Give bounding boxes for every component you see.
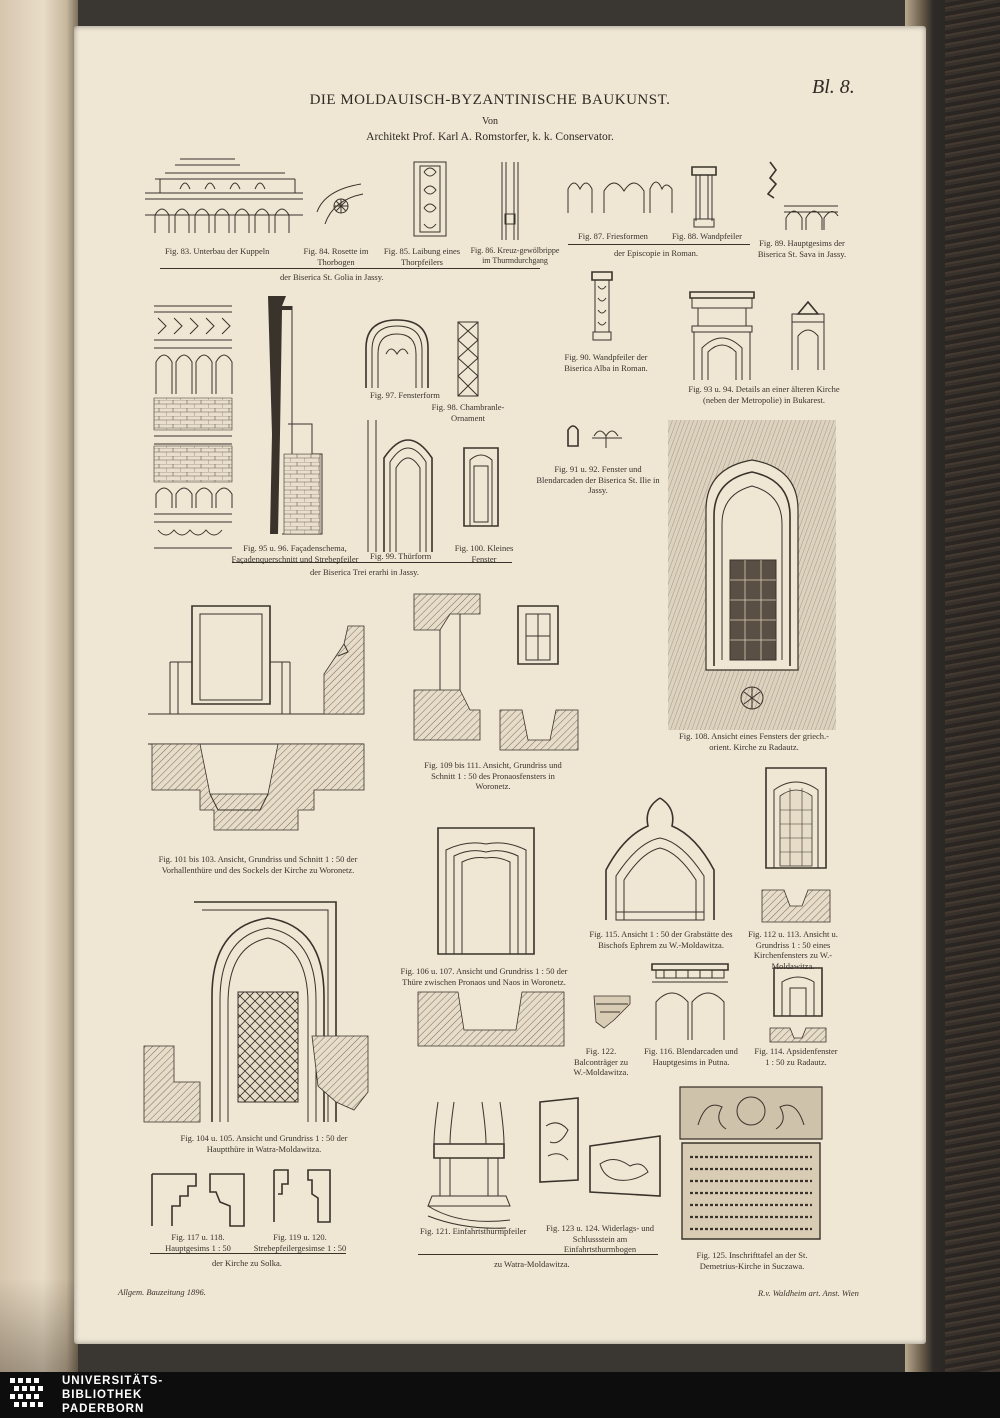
fig-116-drawing — [650, 962, 730, 1042]
fig-117-118-drawing — [150, 1172, 246, 1228]
group-caption-5: zu Watra-Moldawitza. — [494, 1259, 570, 1269]
fig-100-drawing — [462, 446, 500, 528]
fig-90-drawing — [590, 270, 614, 342]
fig-125-inscription-tablet — [678, 1085, 824, 1245]
fig-104-caption: Fig. 104 u. 105. Ansicht und Grundriss 1 : 50 der Hauptthüre in Watra-Moldawitza. — [180, 1133, 348, 1154]
fig-123-caption: Fig. 123 u. 124. Widerlags- und Schlussstein am Einfahrtsthurmbogen — [545, 1223, 655, 1255]
fig-99-caption: Fig. 99. Thürform — [370, 551, 432, 561]
fig-109-caption: Fig. 109 bis 111. Ansicht, Grundriss und Schnitt 1 : 50 des Pronaosfensters in Woronetz. — [424, 760, 562, 792]
banner-line-1: UNIVERSITÄTS- — [62, 1375, 164, 1387]
fig-107-plan-drawing — [416, 990, 566, 1050]
fig-98-caption: Fig. 98. Chambranle-Ornament — [431, 402, 505, 423]
fig-115-drawing — [586, 796, 734, 922]
fig-114-caption: Fig. 114. Apsidenfenster 1 : 50 zu Radautz. — [754, 1046, 838, 1067]
group-caption-4: der Kirche zu Solka. — [212, 1258, 282, 1268]
fig-85-drawing — [412, 160, 448, 238]
fig-108-caption: Fig. 108. Ansicht eines Fensters der griech.-orient. Kirche zu Radautz. — [679, 731, 829, 752]
fig-116-caption: Fig. 116. Blendarcaden und Hauptgesims in Putna. — [644, 1046, 738, 1067]
fig-119-caption: Fig. 119 u. 120. Strebepfeilergesimse 1 : 50 — [253, 1232, 347, 1253]
fig-121-caption: Fig. 121. Einfahrtsthurmpfeiler — [420, 1226, 527, 1236]
fig-123-124-drawing — [538, 1096, 662, 1220]
fig-87-drawing — [566, 175, 674, 215]
fig-112-113-drawing — [760, 766, 832, 926]
fig-108-sketch — [668, 420, 836, 730]
fig-106-caption: Fig. 106 u. 107. Ansicht und Grundriss 1 : 50 der Thüre zwischen Pronaos und Naos in Woronetz. — [400, 966, 568, 987]
fig-91-caption: Fig. 91 u. 92. Fenster und Blendarcaden der Biserica St. Ilie in Jassy. — [536, 464, 660, 496]
fig-86-caption: Fig. 86. Kreuz-gewölbrippe im Thurmdurchgang — [470, 246, 560, 265]
fig-97-caption: Fig. 97. Fensterform — [370, 390, 440, 400]
fig-100-caption: Fig. 100. Kleines Fenster — [454, 543, 514, 564]
fig-101-102-drawing — [148, 604, 364, 844]
fig-83-drawing — [145, 155, 305, 240]
fig-95-caption: Fig. 95 u. 96. Façadenschema, Façadenquerschnitt und Strebepfeiler — [231, 543, 359, 564]
fig-93-caption: Fig. 93 u. 94. Details an einer älteren Kirche (neben der Metropolie) in Bukarest. — [688, 384, 840, 405]
fig-88-drawing — [690, 165, 718, 229]
fig-95-facade-drawing — [152, 304, 234, 554]
fig-89-caption: Fig. 89. Hauptgesims der Biserica St. Sava in Jassy. — [757, 238, 847, 259]
footer-printer: R.v. Waldheim art. Anst. Wien — [758, 1288, 859, 1298]
banner-line-3: PADERBORN — [62, 1403, 145, 1415]
fig-106-107-drawing — [436, 826, 536, 956]
plate-number: Bl. 8. — [812, 76, 855, 98]
banner-line-2: BIBLIOTHEK — [62, 1389, 143, 1401]
fig-85-caption: Fig. 85. Laibung eines Thorpfeilers — [383, 246, 461, 267]
fig-109-111-drawing — [410, 590, 580, 750]
plate-title: DIE MOLDAUISCH-BYZANTINISCHE BAUKUNST. — [309, 92, 671, 108]
fig-92-drawing — [592, 424, 624, 450]
fig-87-caption: Fig. 87. Friesformen — [578, 231, 648, 241]
group-rule-5 — [418, 1254, 658, 1255]
fig-115-caption: Fig. 115. Ansicht 1 : 50 der Grabstätte des Bischofs Ephrem zu W.-Moldawitza. — [589, 929, 733, 950]
group-rule-2 — [568, 244, 750, 245]
plate-author: Architekt Prof. Karl A. Romstorfer, k. k. Conservator. — [366, 131, 614, 143]
group-rule-4 — [150, 1253, 346, 1254]
fig-114-drawing — [768, 966, 828, 1044]
fig-122-drawing — [590, 992, 634, 1032]
fig-89-drawing — [762, 160, 842, 235]
fig-104-105-drawing — [140, 896, 372, 1128]
footer-journal: Allgem. Bauzeitung 1896. — [118, 1287, 206, 1297]
fig-91-drawing — [566, 422, 580, 448]
fig-86-drawing — [498, 160, 522, 242]
fig-84-caption: Fig. 84. Rosette im Thorbogen — [303, 246, 369, 267]
fig-121-drawing — [420, 1100, 520, 1230]
fig-90-caption: Fig. 90. Wandpfeiler der Biserica Alba in Roman. — [564, 352, 648, 373]
library-banner — [0, 1372, 1000, 1418]
fig-93-drawing — [688, 290, 756, 382]
fig-83-caption: Fig. 83. Unterbau der Kuppeln — [165, 246, 270, 256]
fig-119-120-drawing — [268, 1168, 336, 1224]
fig-98-drawing — [456, 320, 480, 398]
group-caption-3: der Biserica Trei erarhi in Jassy. — [310, 567, 419, 577]
plate-byline: Von — [482, 116, 498, 127]
fig-117-caption: Fig. 117 u. 118. Hauptgesims 1 : 50 — [165, 1232, 231, 1253]
library-logo-icon — [6, 1372, 54, 1418]
facing-page-edge — [0, 0, 78, 1372]
group-caption-2: der Episcopie in Roman. — [614, 248, 699, 258]
fig-101-caption: Fig. 101 bis 103. Ansicht, Grundriss und Schnitt 1 : 50 der Vorhallenthüre und des Sockels der Kirche zu Woronetz. — [158, 854, 358, 875]
fig-112-caption: Fig. 112 u. 113. Ansicht u. Grundriss 1 : 50 eines Kirchenfensters zu W.-Moldawitza. — [748, 929, 838, 971]
fig-97-drawing — [364, 318, 430, 390]
group-caption-1: der Biserica St. Golia in Jassy. — [280, 272, 384, 282]
group-rule-1 — [160, 268, 540, 269]
fig-125-caption: Fig. 125. Inschrifttafel an der St. Demetrius-Kirche in Suczawa. — [696, 1250, 808, 1271]
fig-122-caption: Fig. 122. Balconträger zu W.-Moldawitza. — [573, 1046, 629, 1078]
fig-94-drawing — [788, 300, 828, 372]
fig-96-section-drawing — [262, 294, 332, 544]
fig-99-drawing — [366, 418, 440, 554]
fig-88-caption: Fig. 88. Wandpfeiler — [672, 231, 742, 241]
fig-84-drawing — [315, 182, 365, 226]
group-rule-3 — [232, 562, 512, 563]
